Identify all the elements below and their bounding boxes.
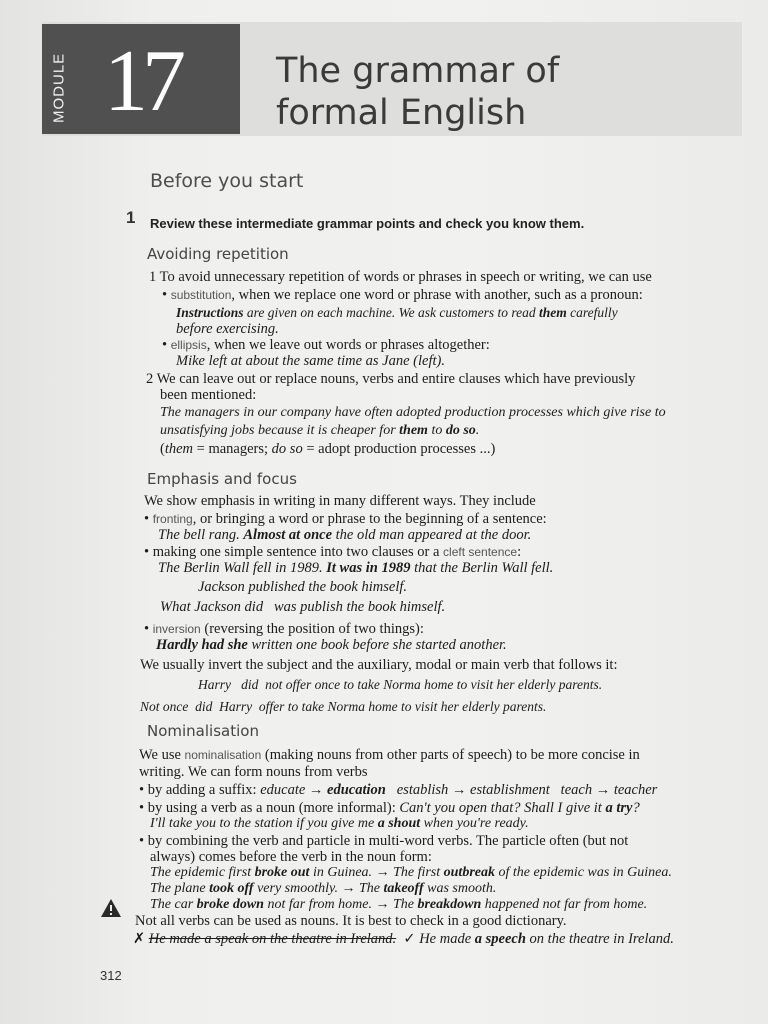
inversion-a: Hardly had she	[156, 637, 248, 653]
fronting-a: The bell rang.	[158, 527, 244, 543]
van-a: Can't you open that? Shall I give it	[399, 800, 606, 816]
right-a: He made	[419, 931, 475, 947]
cleft3-b: was publish the book himself	[273, 599, 442, 615]
term-nominalisation: nominalisation	[184, 748, 262, 762]
bullet-fronting-text: , or bringing a word or phrase to the beginning of a sentence:	[192, 511, 547, 527]
example-fronting	[158, 526, 531, 544]
right-b: a speech	[474, 931, 526, 947]
warning-icon	[100, 898, 122, 918]
nom-intro-a: We use	[139, 747, 185, 763]
cleft-c: that the Berlin Wall fell.	[410, 560, 554, 576]
harry2-d: offer to take Norma home to visit her elderly parents.	[258, 699, 547, 714]
cleft3-a: What Jackson did	[160, 599, 264, 615]
ex3-d: The	[389, 897, 418, 912]
term-cleft: cleft sentence	[443, 545, 518, 559]
before-you-start-heading: Before you start	[150, 170, 304, 192]
bullet-multiword: • by combining the verb and particle in multi-word verbs. The particle often (but not	[139, 833, 629, 849]
example-clause-note	[160, 440, 495, 458]
module-number: 17	[104, 33, 180, 130]
suffix-ex2: education	[327, 782, 386, 798]
example-clause-2e: .	[475, 423, 480, 438]
term-substitution: substitution	[170, 288, 232, 302]
suffix-ex3: establish	[396, 782, 449, 798]
example-substitution-line-2: before exercising.	[176, 321, 279, 337]
section-heading-nominalisation: Nominalisation	[147, 722, 259, 740]
note-c: = managers;	[193, 441, 272, 457]
example-cleft-2: Jackson published the book himself.	[198, 579, 407, 595]
harry1-c: not offer once to take Norma home to visit her elderly parents.	[265, 677, 603, 692]
ex3-b: broke down	[196, 897, 264, 912]
nominalisation-intro-1	[139, 746, 640, 764]
bullet-cleft: • making one simple sentence into two clauses or a cleft sentence:	[144, 544, 522, 560]
inversion-note: We usually invert the subject and the auxiliary, modal or main verb that follows it:	[140, 657, 618, 673]
arrow-icon: →	[451, 782, 467, 798]
example-clause-2b: them	[399, 423, 428, 438]
example-ellipsis: Mike left at about the same time as Jane (left).	[176, 353, 445, 369]
ex1-e: outbreak	[443, 865, 495, 880]
bullet-substitution: • substitution, when we replace one word or phrase with another, such as a pronoun:	[162, 287, 643, 303]
warning-text: Not all verbs can be used as nouns. It is best to check in a good dictionary.	[135, 913, 567, 929]
van2-c: when you're ready.	[420, 816, 529, 831]
ex2-c: very smoothly.	[253, 881, 342, 896]
ex3-e: breakdown	[417, 897, 482, 912]
cleft-b: It was in 1989	[326, 560, 411, 576]
example-cleft-1	[158, 559, 553, 577]
example-clause-2c: to	[427, 423, 446, 438]
section-heading-emphasis: Emphasis and focus	[147, 470, 297, 488]
section-heading-avoiding-repetition: Avoiding repetition	[147, 245, 289, 263]
example-inversion	[156, 636, 507, 654]
example-wrong: He made a speak on the theatre in Ireland.	[148, 931, 397, 947]
example-mid: are given on each machine. We ask customers to read	[243, 305, 539, 320]
ex2-e: takeoff	[383, 881, 424, 896]
bullet-cleft-text: making one simple sentence into two clauses or a	[152, 544, 444, 560]
bullet-multiword-line-2: always) comes before the verb in the noun form:	[150, 849, 432, 865]
ex2-d: The	[355, 881, 384, 896]
van2-a: I'll take you to the station if you give me	[150, 816, 378, 831]
right-c: on the theatre in Ireland.	[525, 931, 674, 947]
module-label: MODULE	[50, 52, 68, 124]
ex1-a: The epidemic first	[150, 865, 255, 880]
verb-as-noun-text: by using a verb as a noun (more informal):	[147, 800, 400, 816]
example-bold-2: them	[538, 305, 567, 320]
note-a: (	[160, 441, 165, 457]
bullet-substitution-text: , when we replace one word or phrase with another, such as a pronoun:	[231, 287, 643, 303]
suffix-ex4-prefix: establishment	[470, 782, 550, 798]
multiword-text: by combining the verb and particle in multi-word verbs. The particle often (but not	[147, 833, 629, 849]
example-clause-2	[160, 422, 479, 440]
harry2-c: Harry	[219, 699, 253, 714]
example-clause-2d: do so	[445, 423, 476, 438]
ex3-f: happened not far from home.	[481, 897, 648, 912]
ex2-b: took off	[209, 881, 254, 896]
example-clause-2a: unsatisfying jobs because it is cheaper for	[160, 423, 400, 438]
check-icon: ✓	[403, 931, 416, 947]
bullet-inversion: • inversion (reversing the position of two things):	[144, 621, 424, 637]
suffix-ex1: educate	[260, 782, 306, 798]
emphasis-intro: We show emphasis in writing in many different ways. They include	[144, 493, 536, 509]
nom-intro-b: (making nouns from other parts of speech) to be more concise in	[261, 747, 640, 763]
point-2-number: 2	[146, 371, 154, 387]
arrow-icon: →	[595, 782, 611, 798]
example-end: carefully	[566, 305, 618, 320]
ex2-a: The plane	[150, 881, 210, 896]
example-harry-1	[198, 676, 602, 694]
cleft-a: The Berlin Wall fell in 1989.	[158, 560, 327, 576]
page-title	[276, 50, 559, 134]
bullet-ellipsis: • ellipsis, when we leave out words or phrases altogether:	[162, 337, 490, 353]
van-b: a try	[605, 800, 633, 816]
ex3-a: The car	[150, 897, 197, 912]
harry1-b: did	[241, 677, 259, 692]
page-number: 312	[100, 968, 122, 983]
term-fronting: fronting	[152, 512, 193, 526]
point-1-text: To avoid unnecessary repetition of words or phrases in speech or writing, we can use	[159, 269, 652, 285]
ex1-c: in Guinea.	[309, 865, 376, 880]
exercise-instruction: Review these intermediate grammar points and check you know them.	[150, 216, 585, 231]
arrow-icon: →	[375, 865, 390, 880]
ex3-c: not far from home.	[263, 897, 376, 912]
bullet-fronting: • fronting, or bringing a word or phrase to the beginning of a sentence:	[144, 511, 547, 527]
cross-icon: ✗	[133, 931, 146, 947]
ex2-f: was smooth.	[423, 881, 497, 896]
ex1-d: The first	[389, 865, 444, 880]
bullet-ellipsis-text: , when we leave out words or phrases altogether:	[206, 337, 490, 353]
nominalisation-intro-2: writing. We can form nouns from verbs	[139, 764, 368, 780]
title-line-2: formal English	[276, 93, 527, 133]
ex1-b: broke out	[254, 865, 310, 880]
inversion-b: written one book before she started another.	[247, 637, 507, 653]
harry2-a: Not once	[140, 699, 189, 714]
note-d: do so	[271, 441, 303, 457]
arrow-icon: →	[375, 897, 390, 912]
point-2-text: We can leave out or replace nouns, verbs and entire clauses which have previously	[156, 371, 636, 387]
suffix-ex5: teach	[560, 782, 593, 798]
harry2-b: did	[195, 699, 213, 714]
bullet-cleft-end: :	[517, 544, 522, 560]
title-line-1: The grammar of	[276, 51, 560, 91]
point-2-text-line-2: been mentioned:	[160, 387, 257, 403]
term-ellipsis: ellipsis	[170, 338, 207, 352]
example-wrong-right	[133, 930, 674, 948]
arrow-icon: →	[308, 782, 324, 798]
arrow-icon: →	[341, 881, 356, 896]
example-verb-as-noun-2	[150, 815, 529, 833]
exercise-number: 1	[126, 208, 136, 227]
example-clause-1: The managers in our company have often adopted production processes which give rise to	[160, 405, 666, 420]
bullet-inversion-text: (reversing the position of two things):	[200, 621, 424, 637]
van2-b: a shout	[377, 816, 421, 831]
example-harry-2	[140, 698, 546, 716]
note-b: them	[164, 441, 194, 457]
suffix-ex6: teacher	[613, 782, 658, 798]
point-1	[149, 268, 652, 286]
fronting-c: the old man appeared at the door.	[332, 527, 532, 543]
fronting-b: Almost at once	[243, 527, 333, 543]
suffix-text: by adding a suffix:	[147, 782, 261, 798]
bullet-verb-as-noun: • by using a verb as a noun (more informal): Can't you open that? Shall I give it a try?	[139, 800, 640, 816]
bullet-suffix: • by adding a suffix: educate → education establish → establishment teach → teacher	[139, 782, 658, 798]
example-bold: Instructions	[176, 305, 244, 320]
van-c: ?	[632, 800, 640, 816]
ex1-f: of the epidemic was in Guinea.	[494, 865, 672, 880]
harry1-a: Harry	[198, 677, 231, 692]
cleft3-c: .	[441, 599, 446, 615]
note-e: = adopt production processes ...)	[302, 441, 496, 457]
term-inversion: inversion	[152, 622, 201, 636]
point-1-number: 1	[149, 269, 157, 285]
example-cleft-3	[160, 598, 445, 616]
